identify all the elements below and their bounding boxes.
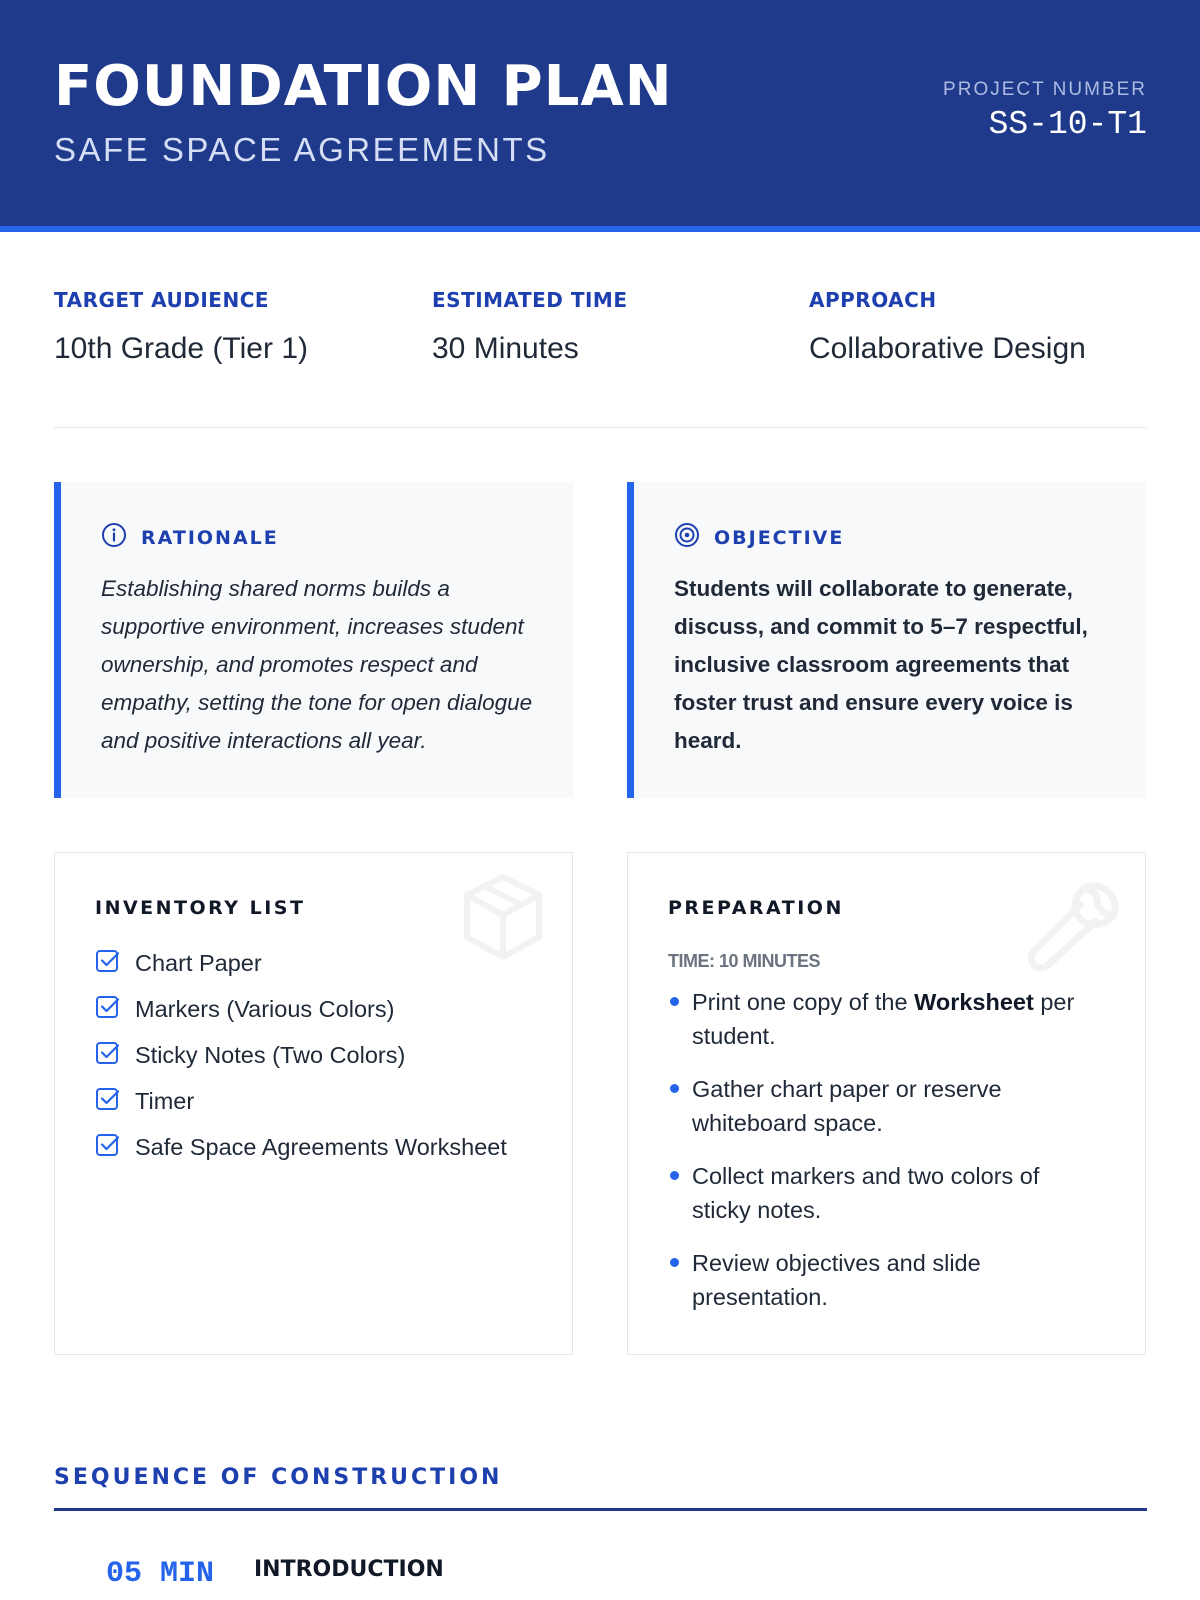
- info-icon: [101, 522, 127, 553]
- box-icon: [455, 869, 551, 970]
- inventory-item-label: Markers (Various Colors): [135, 995, 395, 1022]
- inventory-item: [95, 993, 394, 1025]
- preparation-item-emphasis: Worksheet: [914, 989, 1034, 1015]
- preparation-item-text: Review objectives and slide presentation.: [692, 1250, 981, 1310]
- objective-body: Students will collaborate to generate, discuss, and commit to 5–7 respectful, inclusive classroom agreements that foster trust and ensure every voice is heard.: [674, 576, 1088, 753]
- inventory-item: [95, 947, 262, 979]
- preparation-item: [668, 985, 1088, 1053]
- rationale-body: Establishing shared norms builds a supportive environment, increases student ownership, and promotes respect and empathy, setting the tone for open dialogue and positive interactions all year.: [101, 576, 533, 753]
- checkbox-checked-icon: [95, 994, 121, 1025]
- meta-label: ESTIMATED TIME: [432, 288, 628, 312]
- meta-approach: [809, 288, 1086, 366]
- meta-value: Collaborative Design: [809, 332, 1086, 365]
- preparation-item: [668, 1159, 1088, 1227]
- target-icon: [674, 522, 700, 553]
- page-subtitle: SAFE SPACE AGREEMENTS: [54, 131, 550, 168]
- objective-callout: [627, 482, 1146, 798]
- preparation-item: [668, 1246, 1088, 1314]
- rationale-title: RATIONALE: [141, 526, 279, 549]
- wrench-icon: [1024, 869, 1128, 978]
- bullet-dot: [670, 1258, 679, 1267]
- inventory-item: [95, 1039, 405, 1071]
- preparation-item-text-part: Print one copy of the: [692, 989, 915, 1015]
- inventory-item-label: Safe Space Agreements Worksheet: [135, 1133, 507, 1160]
- preparation-item-text-part: per student.: [692, 989, 1075, 1049]
- meta-value: 30 Minutes: [432, 332, 579, 365]
- inventory-title: INVENTORY LIST: [95, 897, 306, 919]
- preparation-card: [627, 852, 1146, 1355]
- project-number: SS-10-T1: [988, 106, 1147, 143]
- preparation-item: [668, 1072, 1088, 1140]
- preparation-item-text: [692, 985, 1088, 1053]
- meta-target-audience: [54, 288, 308, 366]
- page-title: FOUNDATION PLAN: [54, 54, 673, 119]
- project-number-label: PROJECT NUMBER: [943, 79, 1147, 100]
- meta-value: 10th Grade (Tier 1): [54, 332, 308, 365]
- objective-header: [674, 522, 844, 553]
- inventory-item-label: Timer: [135, 1087, 195, 1114]
- header-accent-stripe: [0, 226, 1200, 232]
- bullet-dot: [670, 1084, 679, 1093]
- preparation-title: PREPARATION: [668, 897, 844, 919]
- bullet-dot: [670, 1171, 679, 1180]
- checkbox-checked-icon: [95, 1040, 121, 1071]
- sequence-step-time: 05 MIN: [106, 1557, 215, 1591]
- section-divider: [54, 427, 1147, 428]
- preparation-item-text: Gather chart paper or reserve whiteboard space.: [692, 1076, 1002, 1136]
- rationale-header: [101, 522, 279, 553]
- meta-label: TARGET AUDIENCE: [54, 288, 270, 312]
- objective-title: OBJECTIVE: [714, 526, 845, 549]
- inventory-card: [54, 852, 573, 1355]
- sequence-step-label: INTRODUCTION: [254, 1557, 444, 1582]
- checkbox-checked-icon: [95, 1086, 121, 1117]
- rationale-callout: [54, 482, 573, 798]
- checkbox-checked-icon: [95, 1132, 121, 1163]
- sequence-title: SEQUENCE OF CONSTRUCTION: [54, 1465, 503, 1490]
- meta-label: APPROACH: [809, 288, 937, 312]
- inventory-item-label: Chart Paper: [135, 949, 262, 976]
- checkbox-checked-icon: [95, 948, 121, 979]
- inventory-item: [95, 1131, 507, 1163]
- sequence-rule: [54, 1508, 1147, 1511]
- inventory-item: [95, 1085, 194, 1117]
- bullet-dot: [670, 997, 679, 1006]
- inventory-item-label: Sticky Notes (Two Colors): [135, 1041, 406, 1068]
- preparation-time: TIME: 10 MINUTES: [668, 951, 821, 971]
- meta-estimated-time: [432, 288, 628, 366]
- preparation-item-text: Collect markers and two colors of sticky notes.: [692, 1163, 1040, 1223]
